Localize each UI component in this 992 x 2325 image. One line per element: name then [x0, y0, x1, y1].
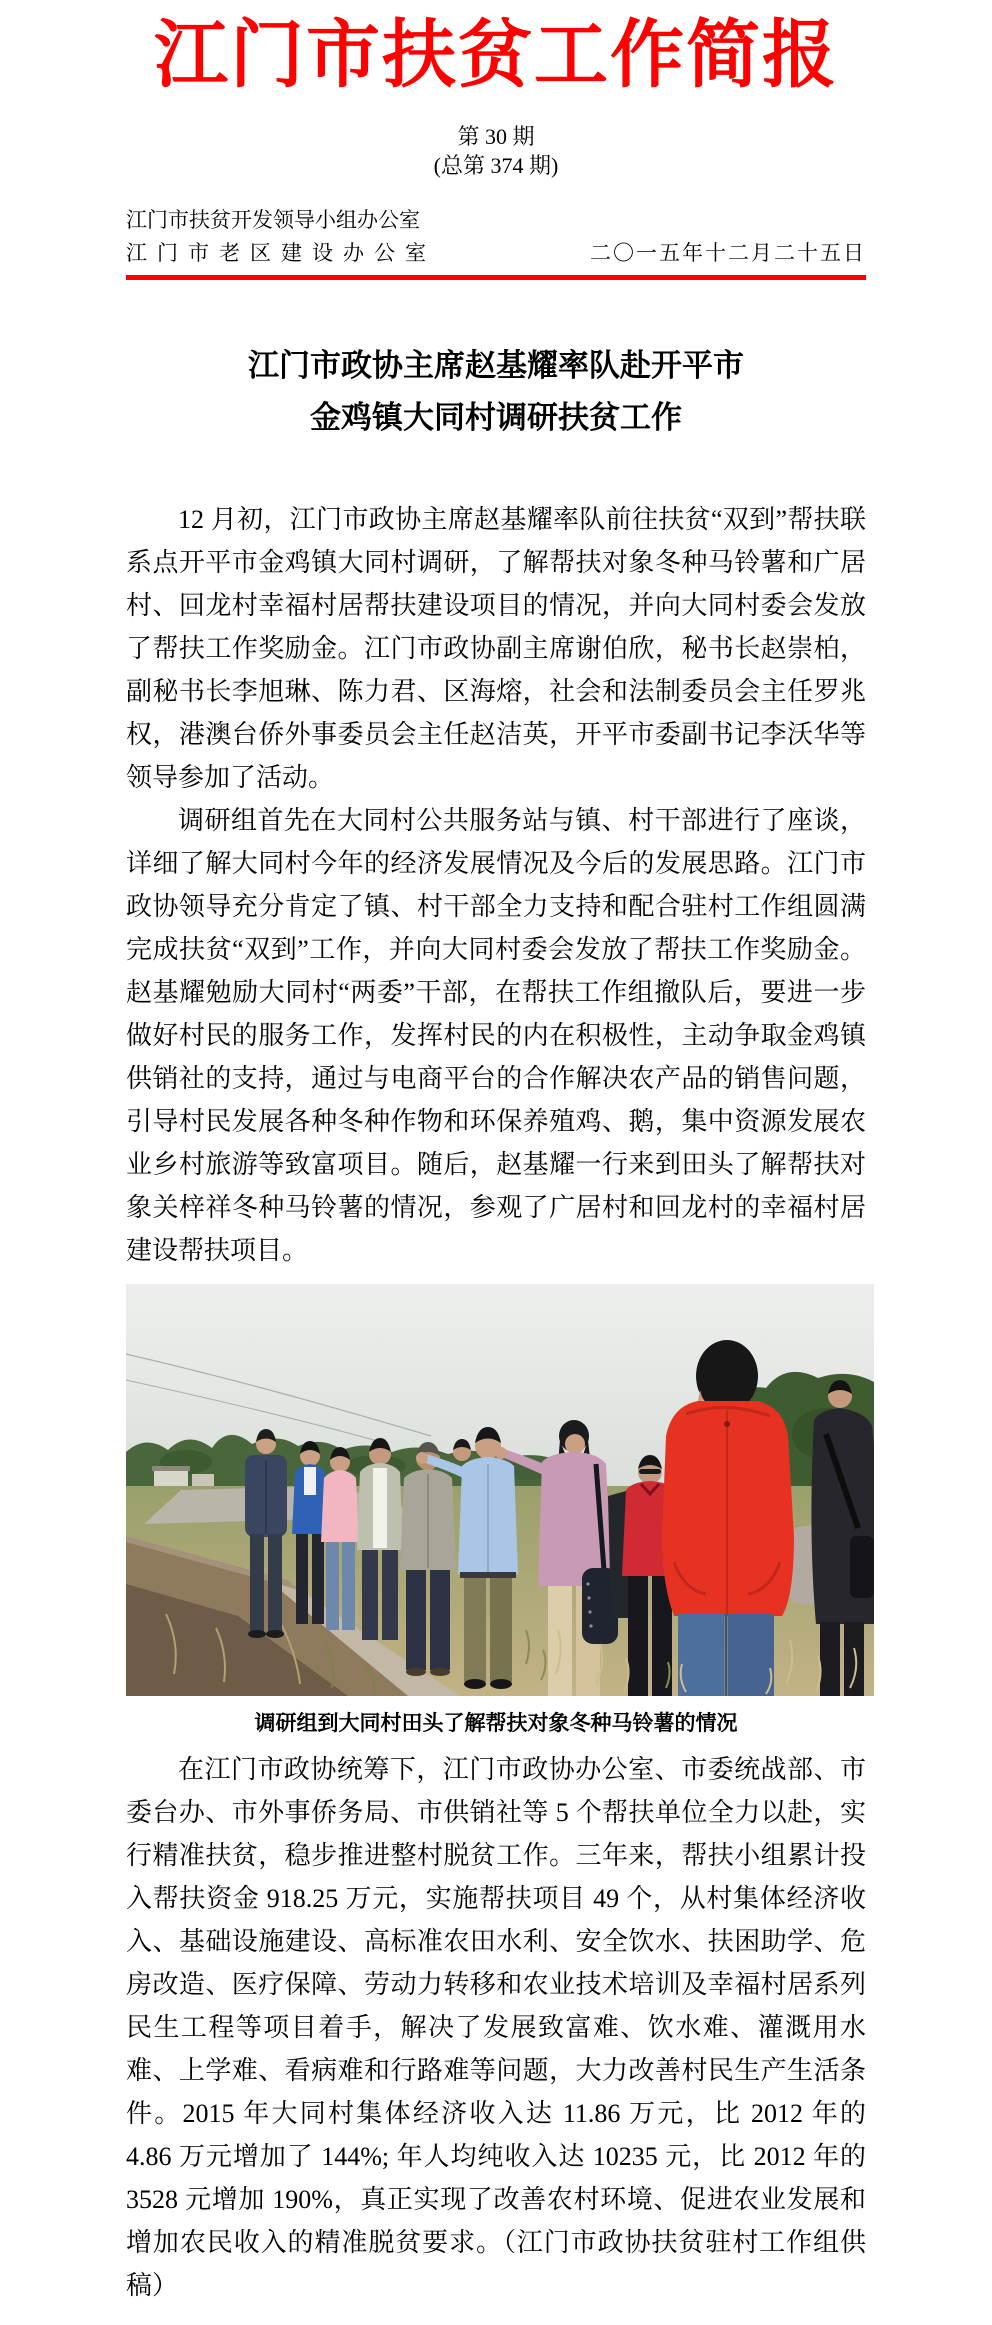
photo-caption: 调研组到大同村田头了解帮扶对象冬种马铃薯的情况	[254, 1711, 738, 1736]
issue-date: 二〇一五年十二月二十五日	[590, 241, 866, 266]
masthead-divider-rule	[126, 275, 866, 280]
publisher-block	[126, 204, 426, 270]
article-paragraph-3: 在江门市政协统筹下，江门市政协办公室、市委统战部、市委台办、市外事侨务局、市供销社等 5 个帮扶单位全力以赴，实行精准扶贫，稳步推进整村脱贫工作。三年来，帮扶小组累计投入帮扶资金 918.25 万元，实施帮扶项目 49 个，从村集体经济收入、基础设施建设、高标准农田水利、安全饮水、扶困助学、危房改造、医疗保障、劳动力转移和农业技术培训及幸福村居系列民生工程等项目着手，解决了发展致富难、饮水难、灌溉用水难、上学难、看病难和行路难等问题，大力改善村民生产生活条件。2015 年大同村集体经济收入达 11.86 万元，比 2012 年的 4.86 万元增加了 144%; 年人均纯收入达 10235 元，比 2012 年的 3528 元增加 190%，真正实现了改善农村环境、促进农业发展和增加农民收入的精准脱贫要求。（江门市政协扶贫驻村工作组供稿）	[126, 1755, 866, 2301]
article-headline-line2: 金鸡镇大同村调研扶贫工作	[310, 400, 682, 436]
article-photo-figure	[126, 1284, 866, 1736]
issue-total-number: (总第 374 期)	[433, 153, 559, 179]
bulletin-title: 江门市扶贫工作简报	[154, 15, 838, 97]
photo-field-investigation	[126, 1284, 874, 1696]
issue-number: 第 30 期	[457, 124, 535, 150]
article-paragraph-2: 调研组首先在大同村公共服务站与镇、村干部进行了座谈，详细了解大同村今年的经济发展情况及今后的发展思路。江门市政协领导充分肯定了镇、村干部全力支持和配合驻村工作组圆满完成扶贫“双到”工作，并向大同村委会发放了帮扶工作奖励金。赵基耀勉励大同村“两委”干部，在帮扶工作组撤队后，要进一步做好村民的服务工作，发挥村民的内在积极性，主动争取金鸡镇供销社的支持，通过与电商平台的合作解决农产品的销售问题，引导村民发展各种冬种作物和环保养殖鸡、鹅，集中资源发展农业乡村旅游等致富项目。随后，赵基耀一行来到田头了解帮扶对象关梓祥冬种马铃薯的情况，参观了广居村和回龙村的幸福村居建设帮扶项目。	[126, 806, 866, 1266]
publisher-line1: 江门市扶贫开发领导小组办公室	[126, 208, 420, 233]
publisher-line2: 江门市老区建设办公室	[126, 241, 426, 266]
article-headline	[126, 340, 866, 444]
article-paragraph-1: 12 月初，江门市政协主席赵基耀率队前往扶贫“双到”帮扶联系点开平市金鸡镇大同村调研，了解帮扶对象冬种马铃薯和广居村、回龙村幸福村居帮扶建设项目的情况，并向大同村委会发放了帮扶工作奖励金。江门市政协副主席谢伯欣，秘书长赵崇柏，副秘书长李旭琳、陈力君、区海熔，社会和法制委员会主任罗兆权，港澳台侨外事委员会主任赵洁英，开平市委副书记李沃华等领导参加了活动。	[126, 505, 866, 793]
publisher-row	[126, 204, 866, 270]
article-headline-line1: 江门市政协主席赵基耀率队赴开平市	[248, 348, 744, 384]
